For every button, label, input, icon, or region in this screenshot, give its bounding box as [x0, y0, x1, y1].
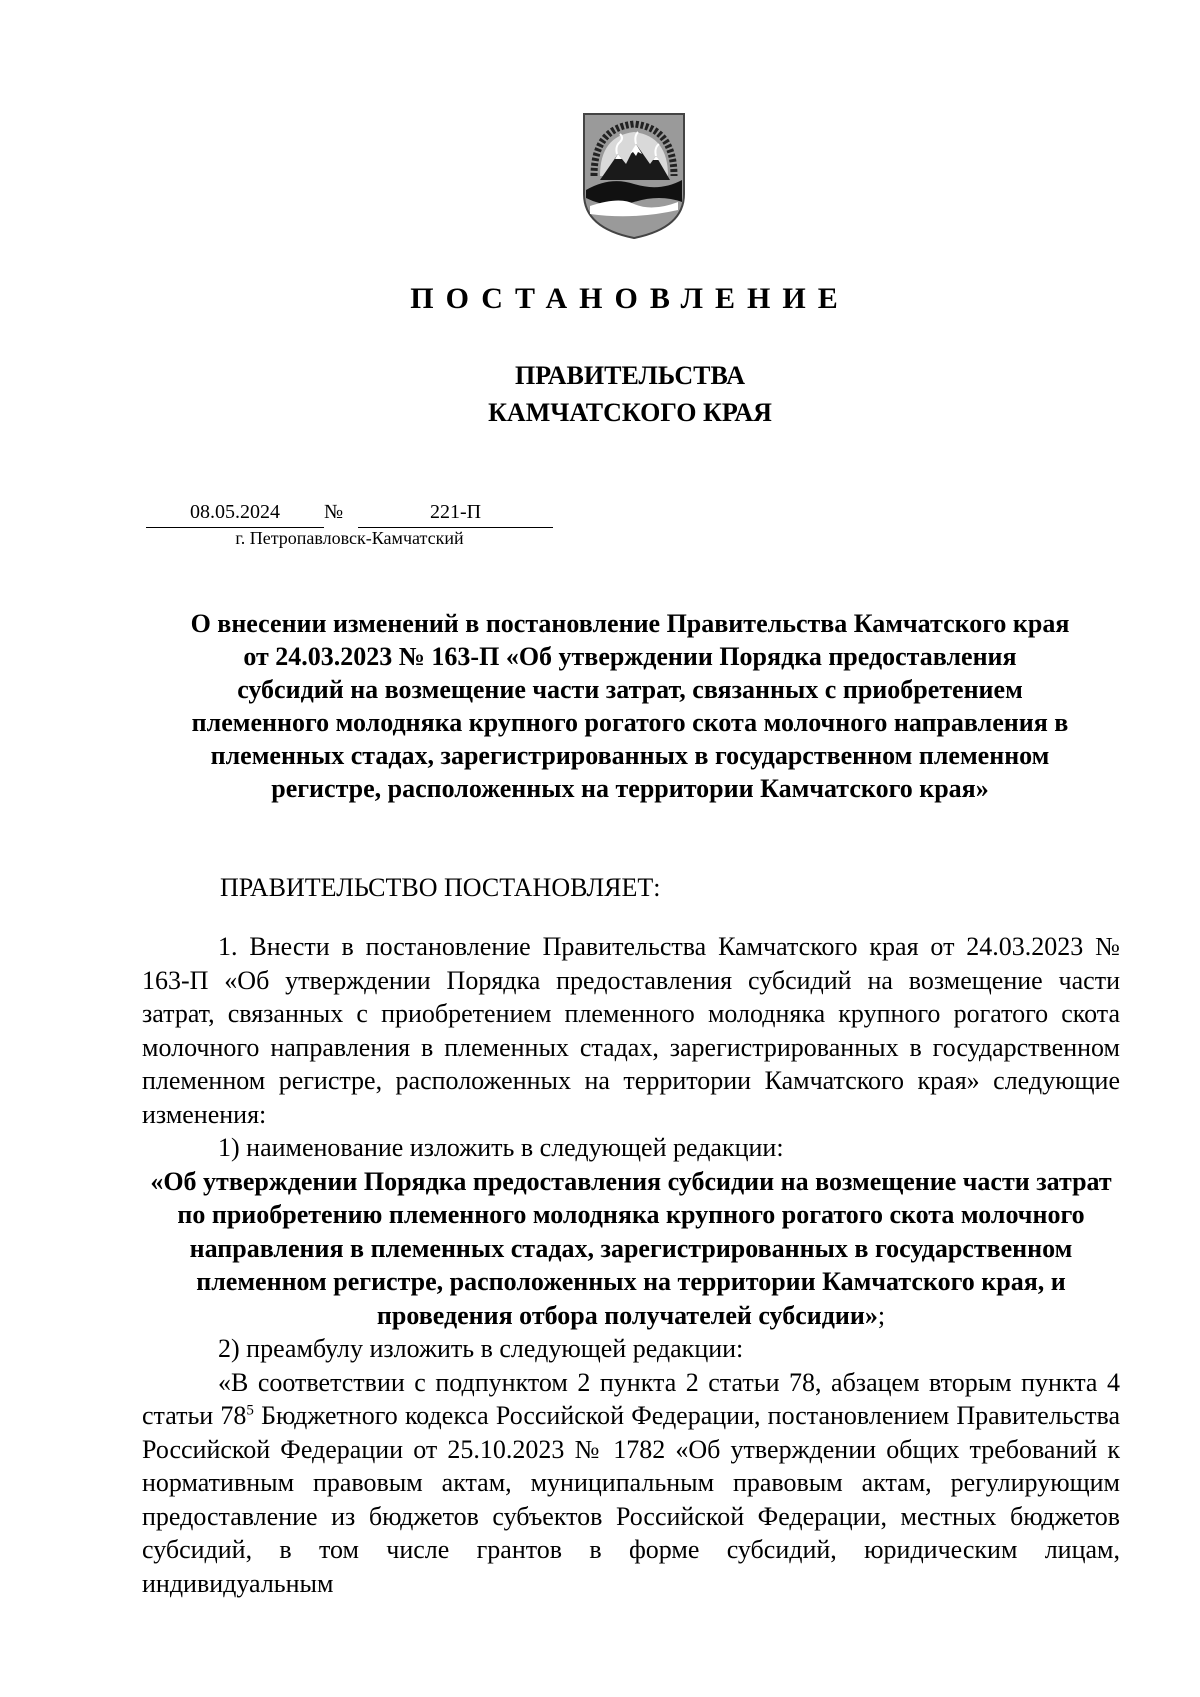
new-title-end: ;	[877, 1300, 886, 1330]
document-subject	[140, 607, 1120, 805]
authority-line-2: КАМЧАТСКОГО КРАЯ	[488, 398, 772, 427]
subject-line: О внесении изменений в постановление Правительства Камчатского края	[190, 609, 1070, 638]
document-body	[142, 930, 1120, 1600]
subject-line: племенного молодняка крупного рогатого скота молочного направления в	[191, 708, 1069, 737]
paragraph-4-part-2: Бюджетного кодекса Российской Федерации, постановлением Правительства Российской Федерации от 25.10.2023 № 1782 «Об утверждении общих требований к нормативным правовым актам, муниципальным правовым актам, регулирующим предоставление из бюджетов субъектов Российской Федерации, местных бюджетов субсидий, в том числе грантов в форме субсидий, юридическим лицам, индивидуальным	[142, 1401, 1120, 1598]
document-type-title: ПОСТАНОВЛЕНИЕ	[410, 282, 850, 315]
number-sign: №	[324, 501, 344, 523]
subject-line: регистре, расположенных на территории Камчатского края»	[271, 774, 989, 803]
subject-line: субсидий на возмещение части затрат, связанных с приобретением	[237, 675, 1023, 704]
subject-line: от 24.03.2023 № 163-П «Об утверждении Порядка предоставления	[243, 642, 1017, 671]
paragraph-1: 1. Внести в постановление Правительства Камчатского края от 24.03.2023 № 163-П «Об утверждении Порядка предоставления субсидий на возмещение части затрат, связанных с приобретением племенного молодняка крупного рогатого скота молочного направления в племенных стадах, зарегистрированных в государственном племенном регистре, расположенных на территории Камчатского края» следующие изменения:	[142, 932, 1120, 1129]
coat-of-arms	[580, 110, 688, 240]
paragraph-3: 2) преамбулу изложить в следующей редакции:	[218, 1334, 744, 1363]
document-date: 08.05.2024	[146, 497, 324, 528]
document-number: 221-П	[358, 497, 553, 528]
city-of-issue: г. Петропавловск-Камчатский	[235, 528, 464, 548]
new-title-paragraph	[142, 1165, 1120, 1333]
subject-line: племенных стадах, зарегистрированных в государственном племенном	[210, 741, 1050, 770]
paragraph-4-part-1: «В соответствии с подпунктом 2 пункта 2 статьи 78, абзацем вторым пункта 4 статьи 78	[142, 1367, 1120, 1430]
new-title-text: «Об утверждении Порядка предоставления субсидии на возмещение части затрат по приобретению племенного молодняка крупного рогатого скота молочного направления в племенных стадах, зарегистрированных в государственном племенном регистре, расположенных на территории Камчатского края, и проведения отбора получателей субсидии»	[150, 1166, 1112, 1330]
superscript: 5	[246, 1402, 254, 1419]
decree-phrase: ПРАВИТЕЛЬСТВО ПОСТАНОВЛЯЕТ:	[220, 873, 661, 902]
paragraph-2: 1) наименование изложить в следующей редакции:	[218, 1133, 784, 1162]
paragraph-4	[142, 1366, 1120, 1601]
authority-line-1: ПРАВИТЕЛЬСТВА	[515, 361, 745, 390]
issuing-authority	[0, 357, 1200, 431]
kamchatka-coat-of-arms-icon	[580, 110, 688, 240]
